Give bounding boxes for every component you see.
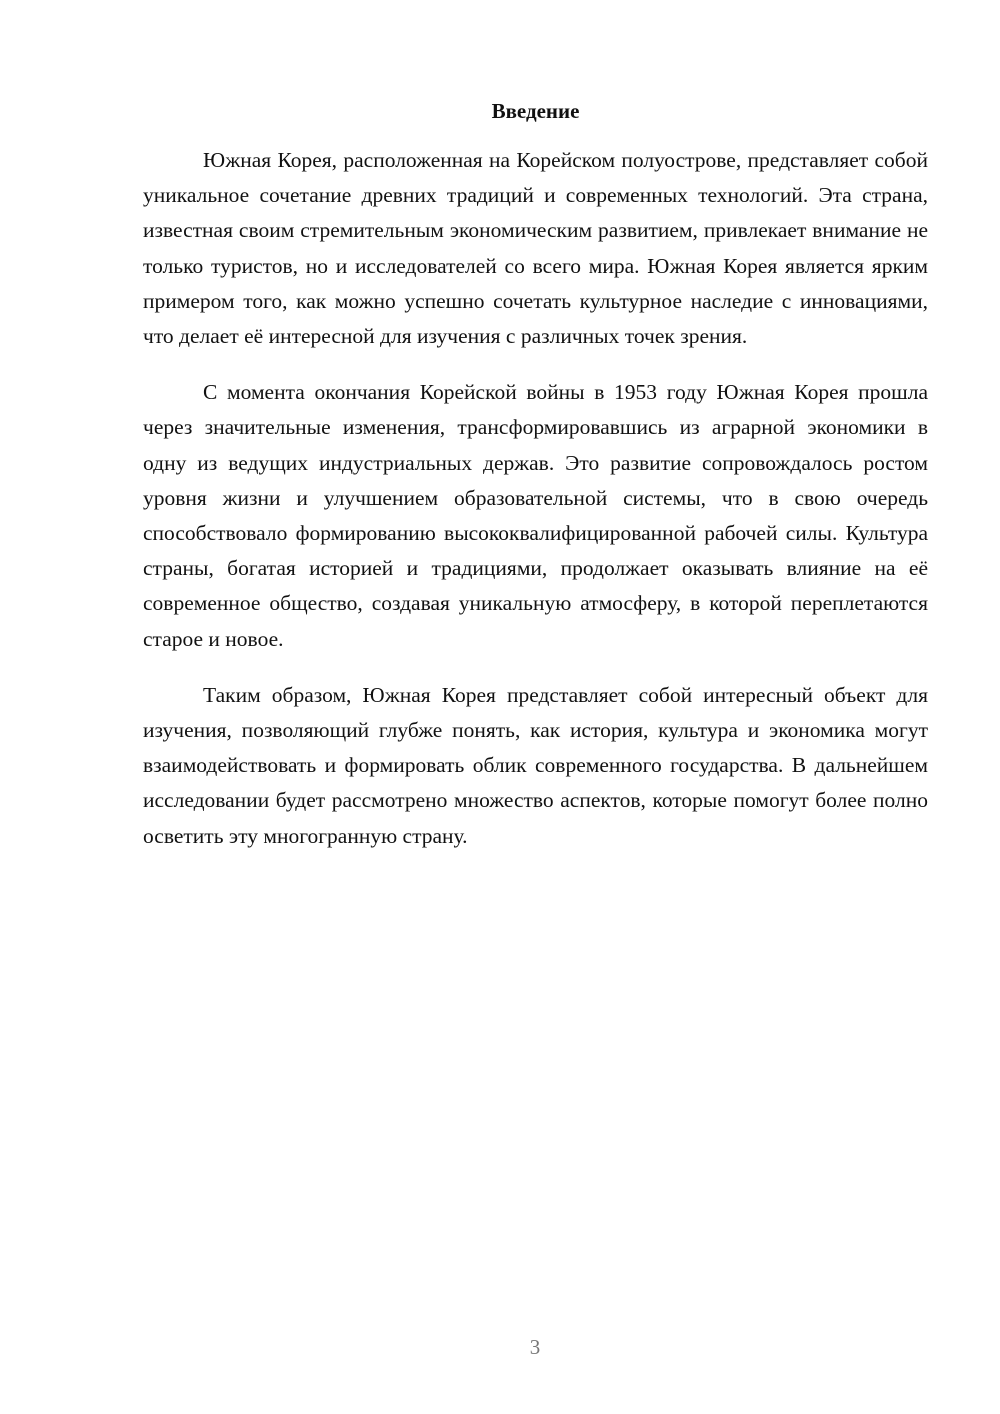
paragraph-3: Таким образом, Южная Корея представляет собой интересный объект для изучения, позволяющий глубже понять, как история, культура и экономика могут взаимодействовать и формировать облик современного государства. В дальнейшем исследовании будет рассмотрено множество аспектов, которые помогут более полно осветить эту многогранную страну.: [143, 682, 928, 848]
section-heading: Введение: [491, 99, 580, 123]
page-number: 3: [529, 1335, 541, 1359]
paragraph-2: С момента окончания Корейской войны в 1953 году Южная Корея прошла через значительные изменения, трансформировавшись из аграрной экономики в одну из ведущих индустриальных держав. Это развитие сопровождалось ростом уровня жизни и улучшением образовательной системы, что в свою очередь способствовало формированию высококвалифицированной рабочей силы. Культура страны, богатая историей и традициями, продолжает оказывать влияние на её современное общество, создавая уникальную атмосферу, в которой переплетаются старое и новое.: [143, 380, 928, 651]
page-content: [143, 96, 928, 854]
paragraph-1: Южная Корея, расположенная на Корейском полуострове, представляет собой уникальное сочетание древних традиций и современных технологий. Эта страна, известная своим стремительным экономическим развитием, привлекает внимание не только туристов, но и исследователей со всего мира. Южная Корея является ярким примером того, как можно успешно сочетать культурное наследие с инновациями, что делает её интересной для изучения с различных точек зрения.: [143, 148, 928, 349]
